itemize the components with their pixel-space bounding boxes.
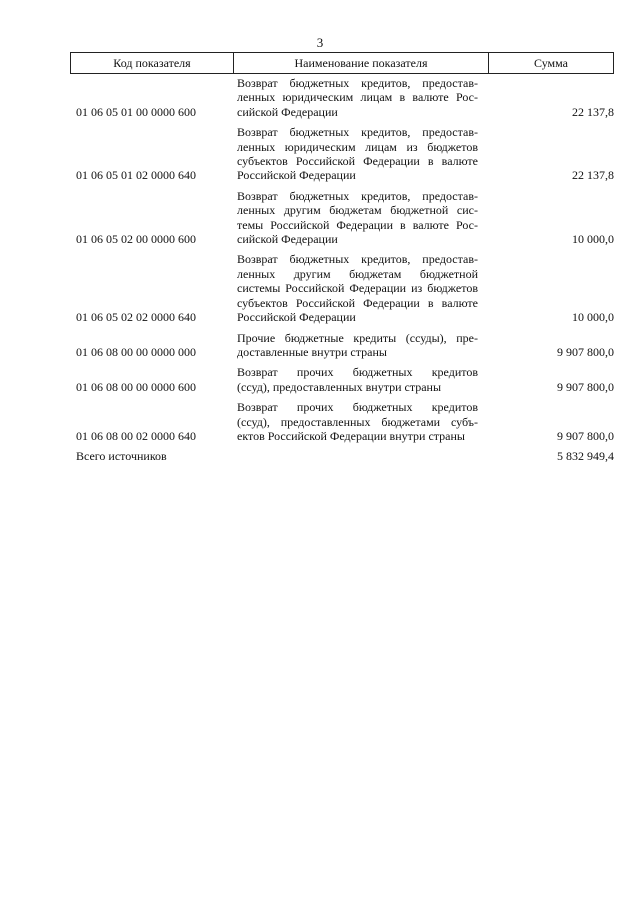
row-name [233, 125, 488, 183]
row-code: 01 06 05 01 02 0000 640 [76, 168, 196, 183]
table-row [70, 76, 614, 119]
row-name [233, 76, 488, 119]
row-name-line: Возврат бюджетных кредитов, предостав- [237, 252, 478, 267]
row-name-line: ленных юридическим лицам из бюджетов [237, 139, 478, 154]
row-name-line: ленных другим бюджетам бюджетной сис- [237, 203, 478, 218]
row-sum: 22 137,8 [572, 168, 614, 183]
page-number: 3 [316, 35, 324, 50]
row-name-line: субъектов Российской Федерации в валюте [237, 295, 478, 310]
row-name [233, 189, 488, 247]
row-name-line: Возврат бюджетных кредитов, предостав- [237, 188, 478, 203]
row-sum: 22 137,8 [572, 104, 614, 119]
table-row [70, 331, 614, 360]
header-name: Наименование показателя [234, 53, 489, 73]
row-name-line: системы Российской Федерации из бюджетов [237, 281, 478, 296]
total-row [70, 449, 614, 463]
header-sum: Сумма [534, 55, 568, 70]
table-row [70, 252, 614, 324]
table-header [70, 52, 614, 74]
row-name-line: Российской Федерации [237, 310, 356, 325]
row-name-line: сийской Федерации [237, 104, 338, 119]
row-name [233, 400, 488, 443]
row-code: 01 06 05 02 02 0000 640 [76, 310, 196, 325]
total-sum: 5 832 949,4 [557, 449, 614, 464]
row-name-line: ленных юридическим лицам в валюте Рос- [237, 90, 478, 105]
row-sum: 9 907 800,0 [557, 428, 614, 443]
row-sum: 9 907 800,0 [557, 344, 614, 359]
row-name-line: Прочие бюджетные кредиты (ссуды), пре- [237, 330, 478, 345]
row-code: 01 06 08 00 02 0000 640 [76, 428, 196, 443]
table-row [70, 125, 614, 183]
row-code: 01 06 05 01 00 0000 600 [76, 104, 196, 119]
row-code: 01 06 05 02 00 0000 600 [76, 232, 196, 247]
row-name-line: сийской Федерации [237, 232, 338, 247]
row-name-line: доставленные внутри страны [237, 344, 387, 359]
row-name-line: (ссуд), предоставленных внутри страны [237, 379, 442, 394]
row-name-line: Возврат бюджетных кредитов, предостав- [237, 76, 478, 90]
row-name-line: ленных другим бюджетам бюджетной [237, 266, 478, 281]
table-row [70, 365, 614, 394]
row-name-line: Российской Федерации [237, 168, 356, 183]
row-sum: 9 907 800,0 [557, 379, 614, 394]
table-body [70, 76, 614, 464]
row-code: 01 06 08 00 00 0000 600 [76, 379, 196, 394]
total-label: Всего источников [76, 449, 167, 464]
row-name-line: (ссуд), предоставленных бюджетами субъ- [237, 414, 478, 429]
row-code: 01 06 08 00 00 0000 000 [76, 344, 196, 359]
row-name-line: темы Российской Федерации в валюте Рос- [237, 217, 478, 232]
row-name-line: Возврат бюджетных кредитов, предостав- [237, 125, 478, 140]
table-row [70, 189, 614, 247]
row-name-line: Возврат прочих бюджетных кредитов [237, 365, 478, 380]
row-name-line: субъектов Российской Федерации в валюте [237, 154, 478, 169]
row-name [233, 365, 488, 394]
row-sum: 10 000,0 [572, 310, 614, 325]
row-sum: 10 000,0 [572, 232, 614, 247]
row-name [233, 331, 488, 360]
header-code: Код показателя [71, 53, 234, 73]
row-name-line: ектов Российской Федерации внутри страны [237, 428, 465, 443]
row-name [233, 252, 488, 324]
row-name-line: Возврат прочих бюджетных кредитов [237, 400, 478, 415]
table-row [70, 400, 614, 443]
